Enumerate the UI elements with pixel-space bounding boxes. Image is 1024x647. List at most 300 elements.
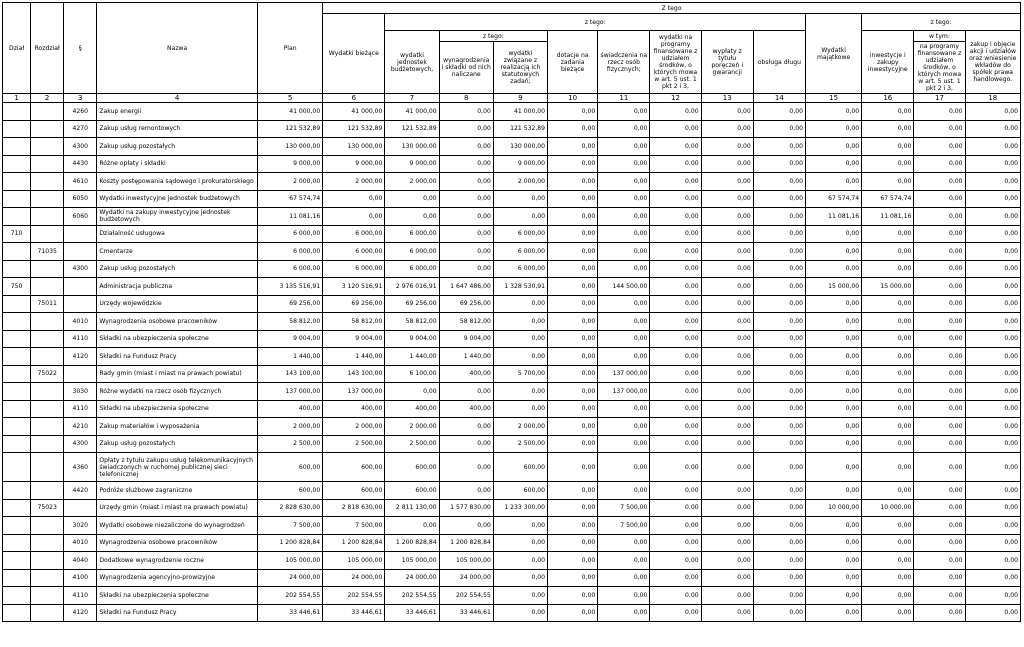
- cell-nazwa: Składki na ubezpieczenia społeczne: [97, 330, 258, 348]
- cell-amount: 0,00: [965, 453, 1020, 482]
- cell-amount: 202 554,55: [257, 587, 322, 605]
- column-number: 16: [862, 94, 914, 103]
- cell-amount: 6 000,00: [257, 225, 322, 243]
- cell-amount: 0,00: [805, 120, 861, 138]
- cell-amount: 0,00: [323, 190, 385, 208]
- cell-amount: 58 812,00: [257, 313, 322, 331]
- cell-rozdzial: [31, 330, 64, 348]
- cell-amount: 0,00: [598, 260, 650, 278]
- cell-amount: 0,00: [493, 534, 547, 552]
- cell-paragraf: 4100: [64, 569, 97, 587]
- cell-amount: 0,00: [914, 365, 965, 383]
- cell-nazwa: Zakup usług pozostałych: [97, 260, 258, 278]
- cell-amount: 0,00: [598, 120, 650, 138]
- cell-amount: 0,00: [965, 155, 1020, 173]
- cell-amount: 0,00: [914, 453, 965, 482]
- cell-amount: 0,00: [650, 260, 701, 278]
- cell-amount: 137 000,00: [257, 383, 322, 401]
- cell-amount: 0,00: [914, 587, 965, 605]
- cell-amount: 0,00: [598, 587, 650, 605]
- cell-amount: 0,00: [650, 552, 701, 570]
- cell-rozdzial: 71035: [31, 243, 64, 261]
- cell-amount: 0,00: [965, 313, 1020, 331]
- cell-amount: 0,00: [914, 313, 965, 331]
- cell-nazwa: Zakup usług pozostałych: [97, 435, 258, 453]
- cell-amount: 400,00: [439, 400, 493, 418]
- cell-amount: 41 000,00: [493, 103, 547, 121]
- cell-dzial: [3, 208, 31, 226]
- cell-amount: 0,00: [805, 348, 861, 366]
- cell-amount: 0,00: [548, 482, 598, 500]
- header-swiadczenia: świadczenia na rzecz osób fizycznych;: [598, 31, 650, 94]
- cell-amount: 0,00: [701, 155, 753, 173]
- header-zakup-objecie: zakup i objęcie akcji i udziałów oraz wniesienie wkładów do spółek prawa handlowego.: [965, 31, 1020, 94]
- header-wydatki-biezace: Wydatki bieżące: [323, 14, 385, 94]
- cell-dzial: [3, 260, 31, 278]
- cell-amount: 0,00: [914, 435, 965, 453]
- cell-amount: 0,00: [439, 383, 493, 401]
- cell-amount: 0,00: [701, 517, 753, 535]
- cell-nazwa: Opłaty z tytułu zakupu usług telekomunikacyjnych świadczonych w ruchomej publicznej sieci telefonicznej: [97, 453, 258, 482]
- cell-amount: 0,00: [805, 604, 861, 622]
- cell-amount: 0,00: [701, 173, 753, 191]
- cell-amount: 0,00: [914, 155, 965, 173]
- cell-nazwa: Dodatkowe wynagrodzenie roczne: [97, 552, 258, 570]
- cell-amount: 0,00: [965, 295, 1020, 313]
- cell-amount: 0,00: [439, 173, 493, 191]
- header-wydatki-majatkowe: Wydatki majątkowe: [805, 14, 861, 94]
- column-number-row: [3, 94, 1021, 103]
- table-row: [3, 225, 1021, 243]
- cell-amount: 0,00: [914, 499, 965, 517]
- cell-amount: 0,00: [650, 208, 701, 226]
- cell-amount: 0,00: [701, 383, 753, 401]
- header-z-tego-mid: z tego:: [385, 14, 806, 31]
- table-row: [3, 138, 1021, 156]
- cell-paragraf: 4260: [64, 103, 97, 121]
- table-row: [3, 103, 1021, 121]
- cell-amount: 0,00: [548, 517, 598, 535]
- cell-amount: 0,00: [753, 225, 805, 243]
- cell-amount: 202 554,55: [439, 587, 493, 605]
- cell-amount: 0,00: [548, 435, 598, 453]
- cell-amount: 0,00: [701, 348, 753, 366]
- cell-amount: 202 554,55: [323, 587, 385, 605]
- cell-paragraf: 3030: [64, 383, 97, 401]
- cell-paragraf: 4300: [64, 260, 97, 278]
- table-row: [3, 313, 1021, 331]
- cell-amount: 0,00: [650, 587, 701, 605]
- cell-dzial: [3, 435, 31, 453]
- cell-amount: 0,00: [753, 569, 805, 587]
- cell-dzial: [3, 190, 31, 208]
- cell-amount: 0,00: [914, 348, 965, 366]
- cell-amount: 0,00: [805, 243, 861, 261]
- cell-amount: 0,00: [753, 453, 805, 482]
- cell-rozdzial: [31, 208, 64, 226]
- header-inwestycje: inwestycje i zakupy inwestycyjne: [862, 31, 914, 94]
- cell-dzial: [3, 138, 31, 156]
- cell-paragraf: 4110: [64, 330, 97, 348]
- cell-amount: 58 812,00: [385, 313, 439, 331]
- cell-amount: 0,00: [548, 552, 598, 570]
- cell-amount: 0,00: [650, 225, 701, 243]
- cell-rozdzial: [31, 348, 64, 366]
- cell-amount: 0,00: [862, 243, 914, 261]
- table-row: [3, 173, 1021, 191]
- table-body: [3, 103, 1021, 622]
- cell-amount: 0,00: [753, 365, 805, 383]
- cell-paragraf: 4270: [64, 120, 97, 138]
- cell-amount: 0,00: [753, 138, 805, 156]
- column-number: 1: [3, 94, 31, 103]
- cell-dzial: [3, 604, 31, 622]
- cell-amount: 0,00: [650, 482, 701, 500]
- cell-amount: 0,00: [914, 138, 965, 156]
- cell-amount: 121 532,89: [257, 120, 322, 138]
- cell-amount: 11 081,16: [862, 208, 914, 226]
- column-number: 7: [385, 94, 439, 103]
- header-paragraf: §: [64, 3, 97, 94]
- cell-amount: 0,00: [439, 482, 493, 500]
- cell-amount: 0,00: [650, 120, 701, 138]
- cell-amount: 0,00: [650, 534, 701, 552]
- cell-amount: 0,00: [862, 120, 914, 138]
- cell-amount: 9 000,00: [385, 155, 439, 173]
- cell-amount: 400,00: [323, 400, 385, 418]
- cell-paragraf: 4300: [64, 435, 97, 453]
- cell-paragraf: 4610: [64, 173, 97, 191]
- cell-amount: 0,00: [650, 103, 701, 121]
- cell-amount: 137 000,00: [598, 365, 650, 383]
- cell-amount: 11 081,16: [257, 208, 322, 226]
- cell-paragraf: 4110: [64, 400, 97, 418]
- cell-amount: 0,00: [753, 517, 805, 535]
- table-row: [3, 499, 1021, 517]
- cell-paragraf: 4120: [64, 604, 97, 622]
- cell-amount: 33 446,61: [257, 604, 322, 622]
- table-row: [3, 243, 1021, 261]
- column-number: 18: [965, 94, 1020, 103]
- cell-paragraf: 4430: [64, 155, 97, 173]
- cell-amount: 2 500,00: [493, 435, 547, 453]
- header-z-tego-inner: z tego:: [439, 31, 547, 42]
- cell-amount: 0,00: [439, 418, 493, 436]
- cell-amount: 0,00: [493, 604, 547, 622]
- cell-dzial: [3, 295, 31, 313]
- cell-amount: 7 500,00: [598, 517, 650, 535]
- column-number: 14: [753, 94, 805, 103]
- cell-nazwa: Podróże służbowe zagraniczne: [97, 482, 258, 500]
- cell-amount: 0,00: [965, 103, 1020, 121]
- cell-amount: 0,00: [598, 208, 650, 226]
- cell-amount: 0,00: [701, 225, 753, 243]
- cell-amount: 6 000,00: [493, 243, 547, 261]
- table-row: [3, 278, 1021, 296]
- cell-rozdzial: [31, 517, 64, 535]
- column-number: 2: [31, 94, 64, 103]
- cell-amount: 0,00: [493, 569, 547, 587]
- cell-amount: 0,00: [914, 517, 965, 535]
- cell-paragraf: 4360: [64, 453, 97, 482]
- column-number: 5: [257, 94, 322, 103]
- cell-nazwa: Różne wydatki na rzecz osób fizycznych: [97, 383, 258, 401]
- cell-nazwa: Wynagrodzenia osobowe pracowników: [97, 313, 258, 331]
- cell-amount: 400,00: [439, 365, 493, 383]
- cell-amount: 0,00: [862, 365, 914, 383]
- cell-amount: 0,00: [548, 138, 598, 156]
- cell-amount: 0,00: [439, 435, 493, 453]
- cell-amount: 0,00: [493, 330, 547, 348]
- cell-amount: 0,00: [753, 482, 805, 500]
- cell-amount: 0,00: [439, 103, 493, 121]
- cell-nazwa: Wydatki inwestycyjne jednostek budżetowych: [97, 190, 258, 208]
- cell-amount: 0,00: [753, 604, 805, 622]
- table-row: [3, 453, 1021, 482]
- header-wyplaty: wypłaty z tytułu poręczeń i gwarancji: [701, 31, 753, 94]
- cell-amount: 0,00: [598, 225, 650, 243]
- cell-amount: 0,00: [598, 190, 650, 208]
- cell-nazwa: Działalność usługowa: [97, 225, 258, 243]
- cell-dzial: [3, 348, 31, 366]
- cell-amount: 6 000,00: [323, 260, 385, 278]
- cell-amount: 2 500,00: [385, 435, 439, 453]
- table-row: [3, 418, 1021, 436]
- header-dotacje: dotacje na zadania bieżące: [548, 31, 598, 94]
- cell-paragraf: [64, 243, 97, 261]
- cell-rozdzial: [31, 260, 64, 278]
- cell-amount: 0,00: [965, 208, 1020, 226]
- cell-nazwa: Składki na ubezpieczenia społeczne: [97, 400, 258, 418]
- cell-paragraf: [64, 278, 97, 296]
- cell-rozdzial: [31, 383, 64, 401]
- cell-amount: 130 000,00: [493, 138, 547, 156]
- cell-rozdzial: 75011: [31, 295, 64, 313]
- cell-amount: 15 000,00: [805, 278, 861, 296]
- header-plan: Plan: [257, 3, 322, 94]
- cell-amount: 2 000,00: [385, 173, 439, 191]
- table-row: [3, 120, 1021, 138]
- cell-amount: 0,00: [914, 225, 965, 243]
- cell-amount: 0,00: [805, 383, 861, 401]
- cell-amount: 0,00: [598, 155, 650, 173]
- column-number: 8: [439, 94, 493, 103]
- cell-amount: 0,00: [598, 295, 650, 313]
- table-row: [3, 400, 1021, 418]
- cell-dzial: [3, 517, 31, 535]
- cell-amount: 0,00: [493, 295, 547, 313]
- cell-amount: 0,00: [650, 243, 701, 261]
- cell-nazwa: Wynagrodzenia agencyjno-prowizyjne: [97, 569, 258, 587]
- cell-amount: 11 081,16: [805, 208, 861, 226]
- cell-amount: 41 000,00: [385, 103, 439, 121]
- cell-amount: 0,00: [650, 418, 701, 436]
- column-number: 4: [97, 94, 258, 103]
- cell-amount: 0,00: [439, 225, 493, 243]
- cell-amount: 1 200 828,84: [439, 534, 493, 552]
- cell-amount: 0,00: [914, 534, 965, 552]
- cell-amount: 0,00: [598, 330, 650, 348]
- cell-amount: 0,00: [805, 225, 861, 243]
- cell-amount: 9 004,00: [323, 330, 385, 348]
- cell-amount: 0,00: [439, 260, 493, 278]
- cell-nazwa: Zakup usług pozostałych: [97, 138, 258, 156]
- cell-amount: 0,00: [965, 243, 1020, 261]
- cell-amount: 24 000,00: [385, 569, 439, 587]
- cell-amount: 600,00: [385, 453, 439, 482]
- column-number: 6: [323, 94, 385, 103]
- cell-amount: 2 000,00: [323, 173, 385, 191]
- cell-amount: 0,00: [862, 552, 914, 570]
- cell-amount: 600,00: [257, 482, 322, 500]
- cell-paragraf: 4420: [64, 482, 97, 500]
- cell-amount: 143 100,00: [257, 365, 322, 383]
- cell-amount: 0,00: [753, 418, 805, 436]
- table-row: [3, 295, 1021, 313]
- cell-amount: 144 500,00: [598, 278, 650, 296]
- cell-amount: 0,00: [914, 295, 965, 313]
- cell-dzial: [3, 587, 31, 605]
- cell-amount: 0,00: [914, 278, 965, 296]
- cell-amount: 600,00: [323, 453, 385, 482]
- column-number: 13: [701, 94, 753, 103]
- cell-amount: 105 000,00: [257, 552, 322, 570]
- table-row: [3, 482, 1021, 500]
- cell-amount: 0,00: [805, 138, 861, 156]
- cell-paragraf: [64, 295, 97, 313]
- budget-expenditure-table: [2, 2, 1021, 622]
- table-row: [3, 348, 1021, 366]
- cell-amount: 0,00: [965, 517, 1020, 535]
- cell-amount: 0,00: [914, 260, 965, 278]
- cell-amount: 1 440,00: [439, 348, 493, 366]
- cell-nazwa: Zakup usług remontowych: [97, 120, 258, 138]
- cell-amount: 0,00: [385, 383, 439, 401]
- cell-amount: 0,00: [862, 534, 914, 552]
- cell-amount: 58 812,00: [439, 313, 493, 331]
- header-dzial: Dział: [3, 3, 31, 94]
- cell-amount: 6 000,00: [257, 260, 322, 278]
- cell-amount: 0,00: [862, 482, 914, 500]
- cell-amount: 105 000,00: [385, 552, 439, 570]
- cell-amount: 0,00: [598, 313, 650, 331]
- column-number: 11: [598, 94, 650, 103]
- cell-amount: 0,00: [914, 103, 965, 121]
- cell-amount: 0,00: [598, 243, 650, 261]
- cell-amount: 9 000,00: [323, 155, 385, 173]
- cell-dzial: [3, 330, 31, 348]
- cell-amount: 0,00: [914, 243, 965, 261]
- cell-amount: 3 120 516,91: [323, 278, 385, 296]
- table-row: [3, 517, 1021, 535]
- cell-dzial: [3, 103, 31, 121]
- cell-amount: 0,00: [914, 400, 965, 418]
- cell-amount: 0,00: [385, 190, 439, 208]
- table-row: [3, 383, 1021, 401]
- cell-amount: 0,00: [493, 587, 547, 605]
- cell-amount: 0,00: [701, 453, 753, 482]
- cell-amount: 0,00: [548, 453, 598, 482]
- cell-amount: 600,00: [385, 482, 439, 500]
- cell-amount: 0,00: [701, 208, 753, 226]
- cell-amount: 0,00: [753, 260, 805, 278]
- table-row: [3, 365, 1021, 383]
- cell-amount: 0,00: [753, 435, 805, 453]
- cell-dzial: [3, 155, 31, 173]
- cell-amount: 202 554,55: [385, 587, 439, 605]
- cell-nazwa: Zakup energii: [97, 103, 258, 121]
- cell-amount: 0,00: [965, 173, 1020, 191]
- cell-amount: 0,00: [753, 208, 805, 226]
- cell-amount: 0,00: [753, 587, 805, 605]
- cell-amount: 0,00: [914, 190, 965, 208]
- cell-amount: 0,00: [965, 278, 1020, 296]
- cell-amount: 0,00: [965, 400, 1020, 418]
- cell-amount: 0,00: [753, 552, 805, 570]
- cell-dzial: 750: [3, 278, 31, 296]
- cell-amount: 0,00: [753, 155, 805, 173]
- cell-amount: 6 000,00: [385, 260, 439, 278]
- cell-amount: 0,00: [701, 534, 753, 552]
- cell-amount: 0,00: [493, 552, 547, 570]
- cell-amount: 0,00: [753, 534, 805, 552]
- cell-paragraf: 6060: [64, 208, 97, 226]
- column-number: 17: [914, 94, 965, 103]
- cell-amount: 41 000,00: [257, 103, 322, 121]
- cell-paragraf: 3020: [64, 517, 97, 535]
- cell-amount: 0,00: [965, 348, 1020, 366]
- cell-amount: 15 000,00: [862, 278, 914, 296]
- table-row: [3, 330, 1021, 348]
- cell-dzial: [3, 313, 31, 331]
- cell-amount: 0,00: [805, 313, 861, 331]
- cell-nazwa: Cmentarze: [97, 243, 258, 261]
- cell-paragraf: 4010: [64, 313, 97, 331]
- table-row: [3, 435, 1021, 453]
- cell-dzial: [3, 552, 31, 570]
- cell-dzial: [3, 569, 31, 587]
- cell-amount: 0,00: [965, 418, 1020, 436]
- cell-amount: 0,00: [965, 534, 1020, 552]
- cell-nazwa: Różne opłaty i składki: [97, 155, 258, 173]
- cell-amount: 0,00: [548, 418, 598, 436]
- cell-paragraf: 4110: [64, 587, 97, 605]
- column-number: 10: [548, 94, 598, 103]
- cell-amount: 400,00: [257, 400, 322, 418]
- cell-amount: 0,00: [701, 260, 753, 278]
- cell-amount: 6 000,00: [323, 225, 385, 243]
- cell-rozdzial: [31, 120, 64, 138]
- cell-amount: 0,00: [805, 103, 861, 121]
- cell-amount: 0,00: [548, 260, 598, 278]
- cell-amount: 0,00: [805, 400, 861, 418]
- cell-amount: 67 574,74: [862, 190, 914, 208]
- cell-amount: 0,00: [598, 173, 650, 191]
- cell-amount: 0,00: [598, 435, 650, 453]
- cell-amount: 1 440,00: [257, 348, 322, 366]
- cell-amount: 0,00: [548, 534, 598, 552]
- cell-amount: 67 574,74: [805, 190, 861, 208]
- cell-amount: 0,00: [965, 552, 1020, 570]
- cell-amount: 0,00: [493, 400, 547, 418]
- cell-amount: 10 000,00: [862, 499, 914, 517]
- cell-amount: 0,00: [650, 313, 701, 331]
- cell-dzial: [3, 482, 31, 500]
- cell-amount: 600,00: [257, 453, 322, 482]
- cell-amount: 0,00: [548, 587, 598, 605]
- cell-amount: 0,00: [805, 295, 861, 313]
- cell-amount: 6 000,00: [385, 225, 439, 243]
